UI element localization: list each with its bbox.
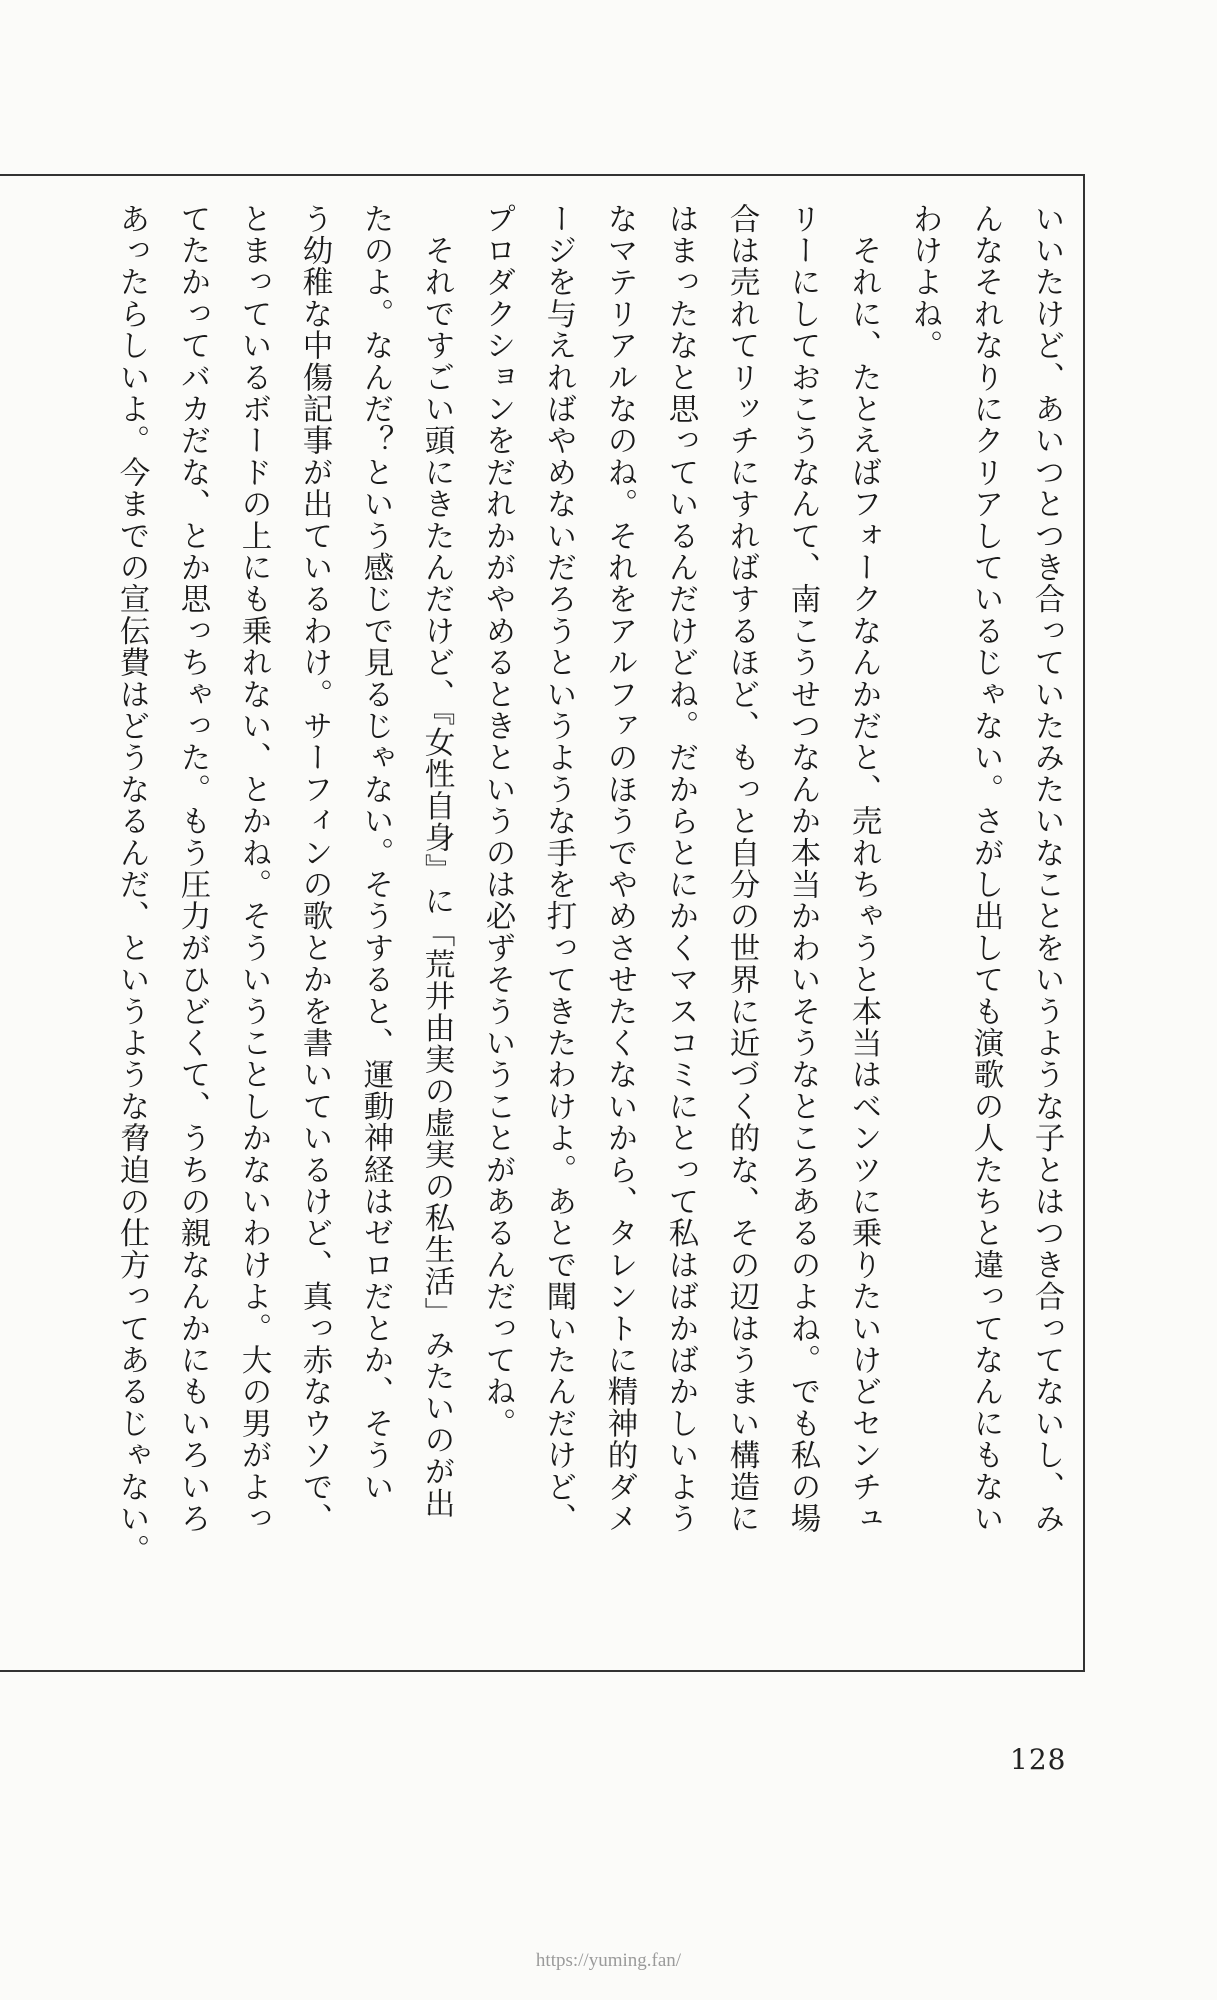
- text-line: はまったなと思っているんだけどね。だからとにかくマスコミにとって私はばかばかしいよう: [663, 203, 698, 1535]
- page-number: 128: [1010, 1743, 1067, 1776]
- text-line: 合は売れてリッチにすればするほど、もっと自分の世界に近づく的な、その辺はうまい構造に: [724, 203, 759, 1535]
- text-line: とまっているボードの上にも乗れない、とかね。そういうことしかないわけよ。大の男がよっ: [236, 203, 271, 1535]
- text-line: あったらしいよ。今までの宣伝費はどうなるんだ、というような脅迫の仕方ってあるじゃない。: [114, 203, 149, 1567]
- text-line: ージを与えればやめないだろうというような手を打ってきたわけよ。あとで聞いたんだけど、: [541, 203, 576, 1535]
- text-line: わけよね。: [907, 203, 942, 362]
- body-text: [114, 203, 1077, 1648]
- text-line: たのよ。なんだ？という感じで見るじゃない。そうすると、運動神経はゼロだとか、そうい: [358, 203, 393, 1503]
- text-line: プロダクションをだれかがやめるときというのは必ずそういうことがあるんだってね。: [480, 203, 515, 1440]
- text-line: う幼稚な中傷記事が出ているわけ。サーフィンの歌とかを書いているけど、真っ赤なウソで、: [297, 203, 332, 1535]
- source-url: https://yuming.fan/: [535, 1950, 682, 1971]
- text-line: リーにしておこうなんて、南こうせつなんか本当かわいそうなところあるのよね。でも私の場: [785, 203, 820, 1535]
- text-line: てたかってバカだな、とか思っちゃった。もう圧力がひどくて、うちの親なんかにもいろいろ: [175, 203, 210, 1535]
- text-line: なマテリアルなのね。それをアルファのほうでやめさせたくないから、タレントに精神的ダメ: [602, 203, 637, 1535]
- text-line: んなそれなりにクリアしているじゃない。さがし出しても演歌の人たちと違ってなんにもない: [968, 203, 1003, 1535]
- text-line: それですごい頭にきたんだけど、『女性自身』に「荒井由実の虚実の私生活」みたいのが出: [419, 203, 454, 1520]
- text-line: いいたけど、あいつとつき合っていたみたいなことをいうような子とはつき合ってないし、み: [1029, 203, 1064, 1535]
- text-line: それに、たとえばフォークなんかだと、売れちゃうと本当はベンツに乗りたいけどセンチュ: [846, 203, 881, 1535]
